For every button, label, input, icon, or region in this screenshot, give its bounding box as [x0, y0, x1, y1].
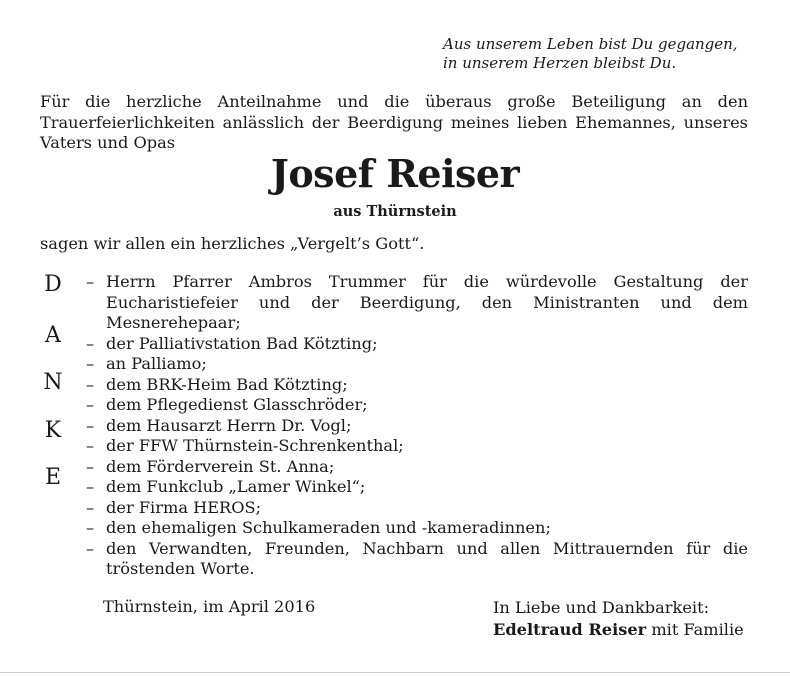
list-item	[86, 354, 748, 375]
list-item	[86, 272, 748, 334]
list-item	[86, 416, 748, 437]
origin-text: aus Thürnstein	[333, 203, 457, 220]
motto-line-2: in unserem Herzen bleibst Du.	[443, 54, 677, 72]
list-item-text: der Firma HEROS;	[106, 497, 262, 517]
list-item	[86, 334, 748, 355]
motto-line-1: Aus unserem Leben bist Du gegangen,	[443, 35, 738, 53]
list-item	[86, 477, 748, 498]
list-item	[86, 539, 748, 580]
danke-letter: D	[44, 272, 62, 297]
danke-letter: K	[44, 418, 62, 443]
list-item-text: dem BRK-Heim Bad Kötzting;	[106, 374, 348, 394]
list-item-text: den ehemaligen Schulkameraden und -kameradinnen;	[106, 518, 551, 537]
motto	[443, 35, 763, 73]
dash: –	[86, 415, 95, 435]
dash: –	[86, 374, 95, 394]
dash: –	[86, 395, 95, 414]
danke-letter: E	[44, 465, 62, 490]
dash: –	[86, 354, 95, 373]
list-item-text: Herrn Pfarrer Ambros Trummer für die würdevolle Gestaltung der Eucharistiefeier und der Beerdigung, den Ministranten und dem Mesnerehepaar;	[106, 272, 748, 332]
list-item-text: dem Funkclub „Lamer Winkel“;	[106, 477, 366, 496]
signer-line	[493, 619, 744, 641]
bottom-divider	[0, 672, 790, 673]
list-item-text: an Palliamo;	[106, 354, 207, 373]
dash: –	[86, 436, 95, 455]
list-item	[86, 436, 748, 457]
danke-letter: N	[43, 370, 63, 395]
list-item-text: dem Pflegedienst Glasschröder;	[106, 395, 368, 414]
place-date: Thürnstein, im April 2016	[103, 597, 316, 616]
dash: –	[86, 497, 95, 517]
dash: –	[86, 333, 95, 353]
list-item	[86, 457, 748, 478]
signer-name: Edeltraud Reiser	[493, 619, 647, 639]
dash: –	[86, 518, 95, 537]
list-item-text: der FFW Thürnstein-Schrenkenthal;	[106, 436, 404, 455]
deceased-name: Josef Reiser	[270, 151, 520, 196]
list-item-text: dem Förderverein St. Anna;	[106, 456, 335, 476]
dash: –	[86, 456, 95, 476]
signature-block	[493, 597, 744, 640]
dash: –	[86, 477, 95, 496]
list-item	[86, 375, 748, 396]
list-item	[86, 395, 748, 416]
list-item	[86, 498, 748, 519]
closing-text: In Liebe und Dankbarkeit:	[493, 598, 710, 617]
list-item-text: dem Hausarzt Herrn Dr. Vogl;	[106, 415, 352, 435]
signer-suffix: mit Familie	[646, 619, 744, 639]
intro-text: Für die herzliche Anteilnahme und die überaus große Beteiligung an den Trauerfeierlichkeiten anlässlich der Beerdigung meines lieben Ehemannes, unseres Vaters und Opas	[40, 92, 748, 152]
dash: –	[86, 272, 95, 291]
thanks-line: sagen wir allen ein herzliches „Vergelt’s Gott“.	[40, 234, 425, 253]
list-item	[86, 518, 748, 539]
list-item-text: der Palliativstation Bad Kötzting;	[106, 333, 378, 353]
danke-letter: A	[45, 323, 61, 348]
dash: –	[86, 538, 95, 558]
thanks-list	[86, 272, 748, 580]
list-item-text: den Verwandten, Freunden, Nachbarn und allen Mittrauernden für die tröstenden Worte.	[106, 538, 748, 578]
